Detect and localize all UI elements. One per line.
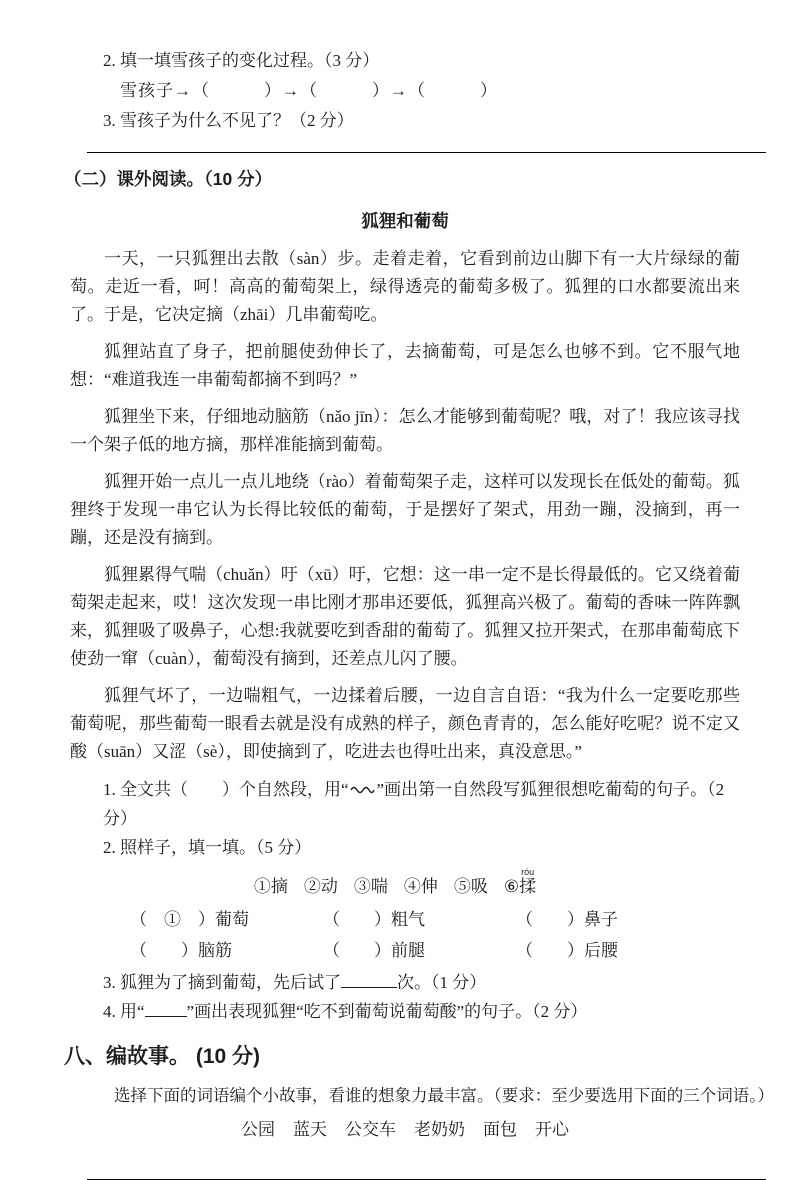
- word-bank: [70, 868, 720, 902]
- section-heading-reading: （二）课外阅读。（10 分）: [64, 169, 273, 189]
- fill-in-grid: [130, 904, 740, 966]
- word-choice: 开心: [535, 1120, 569, 1139]
- question-3-text-pre: 3. 狐狸为了摘到葡萄，先后试了: [103, 973, 341, 992]
- fill-in-row: [130, 935, 740, 966]
- section-heading-story-writing: 八、编故事。 (10 分): [64, 1045, 261, 1068]
- story-paragraph: 狐狸坐下来，仔细地动脑筋（nǎo jīn）：怎么才能够到葡萄呢？哦，对了！我应该寻找一个架子低的地方摘，那样准能摘到葡萄。: [70, 407, 740, 454]
- word-bank-item6-number: ⑥: [503, 877, 520, 896]
- word-choice: 蓝天: [293, 1120, 327, 1139]
- word-choice: 老奶奶: [414, 1120, 465, 1139]
- word-choice: 公交车: [345, 1120, 396, 1139]
- article-title: 狐狸和葡萄: [361, 211, 449, 231]
- fill-in-row: [130, 904, 740, 935]
- word-bank-item: ②动: [303, 877, 338, 896]
- story-writing-instruction: 选择下面的词语编个小故事，看谁的想象力最丰富。（要求：至少要选用下面的三个词语。）: [114, 1086, 774, 1105]
- question-snow-disappear: 3. 雪孩子为什么不见了？（2 分）: [103, 111, 354, 130]
- question-4: [103, 997, 740, 1026]
- question-snow-change: 2. 填一填雪孩子的变化过程。（3 分）: [103, 51, 380, 70]
- rou-pinyin: róu: [519, 867, 537, 877]
- question-1-text-pre: 1. 全文共（ ）个自然段，用“: [103, 780, 349, 799]
- question-1-text-post: ”画出第一自然段写狐狸很想吃葡萄的句子。（2 分）: [103, 780, 725, 828]
- question-4-text-pre: 4. 用“: [103, 1002, 145, 1021]
- question-3: [103, 968, 740, 997]
- word-choice: 面包: [483, 1120, 517, 1139]
- word-bank-item: ③喘: [353, 877, 388, 896]
- straight-line-mark: [145, 1002, 187, 1017]
- fill-in-cell: （ ）鼻子: [516, 910, 618, 929]
- story-paragraph: 狐狸开始一点儿一点儿地绕（rào）着葡萄架子走，这样可以发现长在低处的葡萄。狐狸终于发现一串它认为长得比较低的葡萄，于是摆好了架式，用劲一蹦，没摘到，再一蹦，还是没有摘到。: [70, 472, 740, 547]
- question-4-text-post: ”画出表现狐狸“吃不到葡萄说葡萄酸”的句子。（2 分）: [186, 1002, 588, 1021]
- reading-questions: [70, 775, 740, 1026]
- story-word-choices: [70, 1115, 740, 1145]
- previous-reading-questions: [70, 46, 740, 136]
- fill-in-cell: （ ）后腰: [516, 941, 618, 960]
- article-body: [70, 245, 740, 766]
- story-paragraph: 一天，一只狐狸出去散（sàn）步。走着走着，它看到前边山脚下有一大片绿绿的葡萄。走近一看，呵！高高的葡萄架上，绿得透亮的葡萄多极了。狐狸的口水都要流出来了。于是，它决定摘（zhāi）几串葡萄吃。: [70, 249, 740, 324]
- fill-in-cell: （ ）脑筋: [130, 941, 232, 960]
- story-paragraph: 狐狸站直了身子，把前腿使劲伸长了，去摘葡萄，可是怎么也够不到。它不服气地想：“难道我连一串葡萄都摘不到吗？”: [70, 342, 740, 389]
- divider-top: [87, 152, 766, 153]
- answer-blank: [341, 973, 397, 988]
- rou-character: 揉: [519, 877, 537, 896]
- question-2: 2. 照样子，填一填。（5 分）: [103, 838, 312, 857]
- story-paragraph: 狐狸气坏了，一边喘粗气，一边揉着后腰，一边自言自语：“我为什么一定要吃那些葡萄呢，那些葡萄一眼看去就是没有成熟的样子，颜色青青的，怎么能好吃呢？说不定又酸（suān）又涩（sè），即使摘到了，吃进去也得吐出来，真没意思。”: [70, 686, 740, 761]
- wavy-line-icon: [350, 784, 376, 795]
- fill-in-cell: （ ）粗气: [323, 910, 425, 929]
- fill-in-cell: （ ① ）葡萄: [130, 910, 249, 929]
- word-bank-item: ①摘: [253, 877, 288, 896]
- story-paragraph: 狐狸累得气喘（chuǎn）吁（xū）吁，它想：这一串一定不是长得最低的。它又绕着葡萄架走起来，哎！这次发现一串比刚才那串还要低，狐狸高兴极了。葡萄的香味一阵阵飘来，狐狸吸了吸鼻子，心想:我就要吃到香甜的葡萄了。狐狸又拉开架式，在那串葡萄底下使劲一窜（cuàn），葡萄没有摘到，还差点儿闪了腰。: [70, 565, 740, 668]
- word-bank-item: ④伸: [403, 877, 438, 896]
- snow-child-sequence-blanks: 雪孩子→（ ）→（ ）→（ ）: [120, 81, 498, 100]
- question-1: [103, 775, 740, 833]
- word-bank-item: ⑤吸: [453, 877, 488, 896]
- word-choice: 公园: [241, 1120, 275, 1139]
- word-bank-item-rou: [503, 867, 537, 896]
- rou-with-pinyin: [519, 867, 537, 896]
- fill-in-cell: （ ）前腿: [323, 941, 425, 960]
- question-3-text-post: 次。（1 分）: [397, 973, 487, 992]
